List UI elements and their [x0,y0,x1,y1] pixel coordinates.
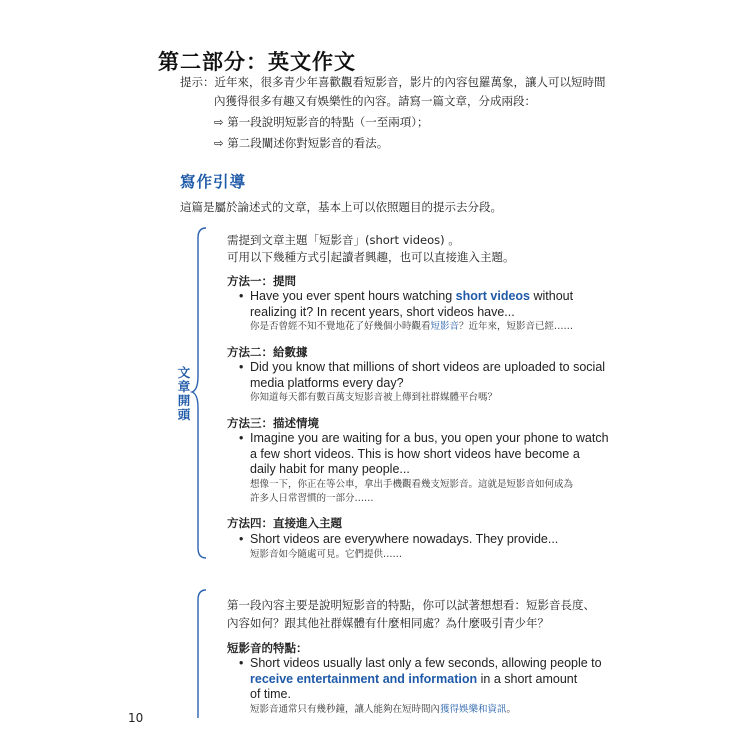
prompt-item-2: ⇨ 第二段闡述你對短影音的看法。 [214,136,389,150]
prompt-item-1: ⇨ 第一段說明短影音的特點（一至兩項）； [214,115,429,129]
method-4-zh: 短影音如今隨處可見。它們提供…… [250,548,403,560]
bullet-icon: • [239,431,244,445]
method-2-en-line-2: media platforms every day? [250,375,404,390]
method-1-title: 方法一：提問 [227,274,296,288]
features-en-line-3: of time. [250,687,291,701]
method-4-en-line-1: Short videos are everywhere nowadays. They provide... [250,532,559,546]
guide-intro: 這篇是屬於論述式的文章，基本上可以依照題目的提示去分段。 [180,200,502,214]
method-1-zh: 你是否曾經不知不覺地花了好幾個小時觀看短影音？近年來，短影音已經…… [250,321,574,332]
method-3-en-line-2: a few short videos. This is how short videos have become a [250,446,580,461]
method-1-en-line-1: Have you ever spent hours watching short videos without [250,289,574,303]
page-number: 10 [128,711,144,725]
features-en-line-1: Short videos usually last only a few seconds, allowing people to [250,656,602,670]
method-4-example [239,532,559,562]
prompt-line-1: 提示：近年來，很多青少年喜歡觀看短影音，影片的內容包羅萬象，讓人可以短時間 [180,75,606,89]
paragraph1-brace [190,588,212,718]
opening-intro-line-2: 可用以下幾種方式引起讀者興趣，也可以直接進入主題。 [227,250,515,264]
keyword-short-videos: short videos [455,289,530,303]
opening-intro-line-1: 需提到文章主題「短影音」(short videos) 。 [227,233,460,247]
method-1-en-line-2: realizing it? In recent years, short videos have... [250,304,515,319]
method-2-example [239,360,606,405]
paragraph1-intro-line-1: 第一段內容主要是說明短影音的特點，你可以試著想想看：短影音長度、 [227,598,595,612]
method-3-zh-line-2: 許多人日常習慣的一部分…… [250,492,374,504]
features-zh: 短影音通常只有幾秒鐘，讓人能夠在短時間內獲得娛樂和資訊。 [250,703,517,715]
keyword-zh-entertainment: 獲得娛樂和資訊 [440,703,507,715]
method-2-title: 方法二：給數據 [227,345,308,359]
method-1-example [239,289,574,334]
opening-brace [190,226,212,560]
paragraph1-intro-line-2: 內容如何？跟其他社群媒體有什麼相同處？為什麼吸引青少年？ [227,616,549,630]
method-4-title: 方法四：直接進入主題 [227,516,342,530]
features-title: 短影音的特點： [227,641,308,655]
method-2-zh: 你知道每天都有數百萬支短影音被上傳到社群媒體平台嗎？ [250,392,498,403]
features-example [239,656,602,717]
features-en-line-2: receive entertainment and information in a short amount [250,671,578,686]
section-title: 第二部分：英文作文 [158,50,356,74]
method-3-zh-line-1: 想像一下，你正在等公車，拿出手機觀看幾支短影音。這就是短影音如何成為 [250,478,574,490]
bullet-icon: • [239,360,244,374]
method-2-en-line-1: Did you know that millions of short videos are uploaded to social [250,360,606,374]
keyword-entertainment-information: receive entertainment and information [250,671,478,686]
method-3-title: 方法三：描述情境 [227,416,319,430]
opening-side-label: 文章開頭 [177,365,191,422]
method-3-example [239,431,609,506]
bullet-icon: • [239,289,244,303]
method-3-en-line-1: Imagine you are waiting for a bus, you open your phone to watch [250,431,609,445]
bullet-icon: • [239,656,244,670]
guide-heading: 寫作引導 [180,173,247,191]
method-3-en-line-3: daily habit for many people... [250,462,410,476]
prompt-line-2: 內獲得很多有趣又有娛樂性的內容。請寫一篇文章，分成兩段： [214,94,536,108]
keyword-zh-short-videos: 短影音 [430,321,460,332]
bullet-icon: • [239,532,244,546]
